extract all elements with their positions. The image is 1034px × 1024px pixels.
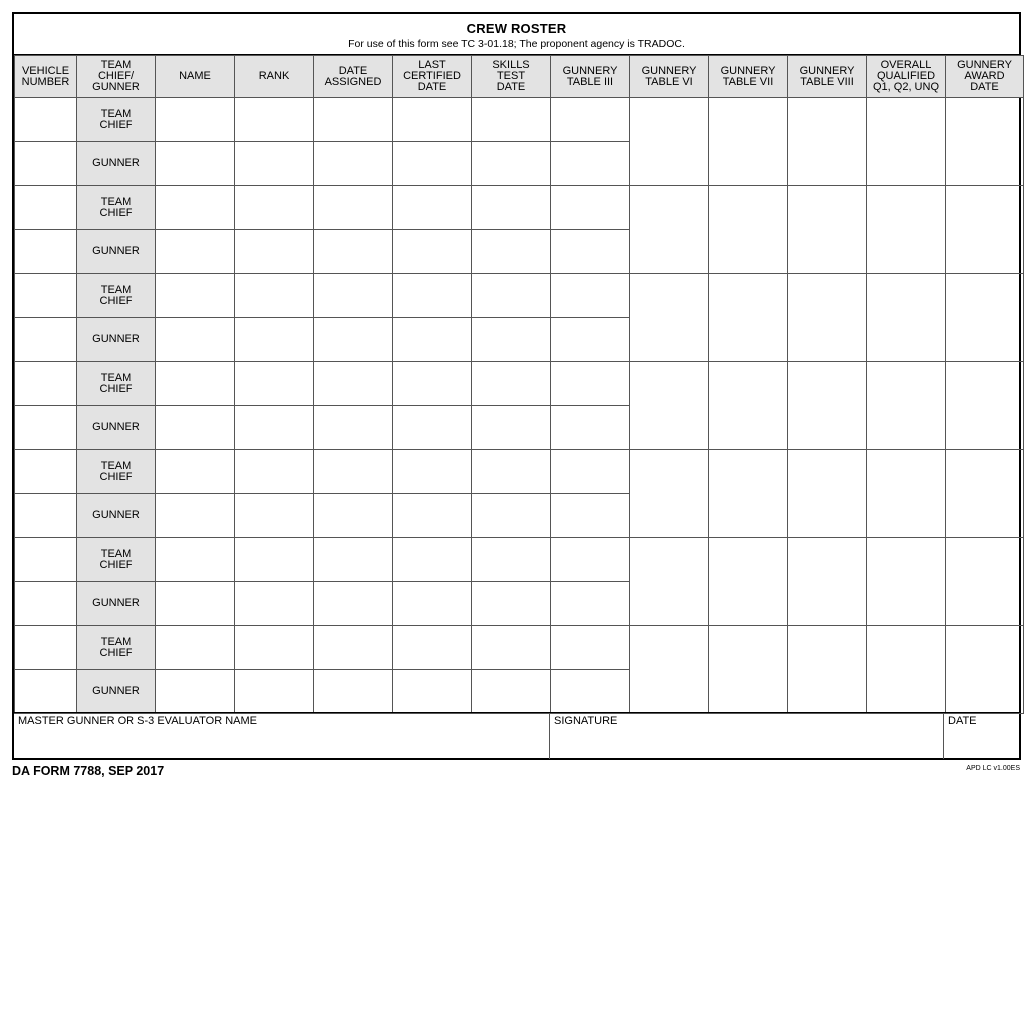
gunnery-award-date-cell[interactable] <box>946 626 1024 714</box>
gunnery-table-iii-cell[interactable] <box>551 538 630 582</box>
last-certified-cell[interactable] <box>393 406 472 450</box>
column-header: TEAM CHIEF/ GUNNER <box>77 56 156 98</box>
column-header: OVERALL QUALIFIED Q1, Q2, UNQ <box>867 56 946 98</box>
team-chief-label: TEAM CHIEF <box>77 626 156 670</box>
date-field[interactable] <box>943 713 1019 759</box>
name-cell[interactable] <box>156 626 235 670</box>
team-chief-label: TEAM CHIEF <box>77 538 156 582</box>
date-assigned-cell[interactable] <box>314 582 393 626</box>
signature-field[interactable] <box>549 713 943 759</box>
skills-test-cell[interactable] <box>472 450 551 494</box>
skills-test-cell[interactable] <box>472 142 551 186</box>
gunner-label: GUNNER <box>77 494 156 538</box>
vehicle-number-cell[interactable] <box>15 538 77 582</box>
skills-test-cell[interactable] <box>472 670 551 714</box>
date-assigned-cell[interactable] <box>314 450 393 494</box>
gunnery-table-iii-cell[interactable] <box>551 362 630 406</box>
column-header: GUNNERY TABLE III <box>551 56 630 98</box>
team-chief-label: TEAM CHIEF <box>77 362 156 406</box>
date-assigned-cell[interactable] <box>314 406 393 450</box>
rank-cell[interactable] <box>235 450 314 494</box>
name-cell[interactable] <box>156 362 235 406</box>
overall-qualified-cell[interactable] <box>867 274 946 362</box>
overall-qualified-cell[interactable] <box>867 538 946 626</box>
form-header <box>14 14 1019 55</box>
date-assigned-cell[interactable] <box>314 670 393 714</box>
gunnery-table-iii-cell[interactable] <box>551 626 630 670</box>
form-subtitle: For use of this form see TC 3-01.18; The proponent agency is TRADOC. <box>348 38 685 50</box>
gunnery-table-vii-cell[interactable] <box>709 362 788 450</box>
gunner-label: GUNNER <box>77 142 156 186</box>
column-header: GUNNERY TABLE VIII <box>788 56 867 98</box>
team-chief-label: TEAM CHIEF <box>77 98 156 142</box>
date-assigned-cell[interactable] <box>314 142 393 186</box>
last-certified-cell[interactable] <box>393 98 472 142</box>
gunnery-table-vii-cell[interactable] <box>709 626 788 714</box>
date-assigned-cell[interactable] <box>314 186 393 230</box>
column-header: VEHICLE NUMBER <box>15 56 77 98</box>
overall-qualified-cell[interactable] <box>867 450 946 538</box>
gunnery-table-vii-cell[interactable] <box>709 450 788 538</box>
overall-qualified-cell[interactable] <box>867 362 946 450</box>
rank-cell[interactable] <box>235 274 314 318</box>
name-cell[interactable] <box>156 318 235 362</box>
gunnery-table-vi-cell[interactable] <box>630 98 709 186</box>
name-cell[interactable] <box>156 450 235 494</box>
gunnery-award-date-cell[interactable] <box>946 450 1024 538</box>
skills-test-cell[interactable] <box>472 274 551 318</box>
crew-roster-form <box>12 12 1021 760</box>
last-certified-cell[interactable] <box>393 538 472 582</box>
gunnery-table-vii-cell[interactable] <box>709 274 788 362</box>
rank-cell[interactable] <box>235 626 314 670</box>
column-header: GUNNERY AWARD DATE <box>946 56 1024 98</box>
vehicle-number-cell[interactable] <box>15 670 77 714</box>
roster-table <box>14 55 1024 714</box>
last-certified-cell[interactable] <box>393 670 472 714</box>
skills-test-cell[interactable] <box>472 538 551 582</box>
gunnery-table-iii-cell[interactable] <box>551 582 630 626</box>
gunnery-table-vi-cell[interactable] <box>630 186 709 274</box>
last-certified-cell[interactable] <box>393 450 472 494</box>
rank-cell[interactable] <box>235 98 314 142</box>
gunnery-table-vi-cell[interactable] <box>630 626 709 714</box>
date-assigned-cell[interactable] <box>314 274 393 318</box>
gunner-label: GUNNER <box>77 582 156 626</box>
rank-cell[interactable] <box>235 406 314 450</box>
evaluator-name-label: MASTER GUNNER OR S-3 EVALUATOR NAME <box>18 715 257 727</box>
vehicle-number-cell[interactable] <box>15 98 77 142</box>
date-assigned-cell[interactable] <box>314 494 393 538</box>
vehicle-number-cell[interactable] <box>15 362 77 406</box>
column-header: GUNNERY TABLE VII <box>709 56 788 98</box>
gunner-label: GUNNER <box>77 318 156 362</box>
name-cell[interactable] <box>156 98 235 142</box>
name-cell[interactable] <box>156 186 235 230</box>
rank-cell[interactable] <box>235 362 314 406</box>
name-cell[interactable] <box>156 274 235 318</box>
gunnery-table-iii-cell[interactable] <box>551 318 630 362</box>
gunnery-table-iii-cell[interactable] <box>551 230 630 274</box>
team-chief-label: TEAM CHIEF <box>77 186 156 230</box>
skills-test-cell[interactable] <box>472 406 551 450</box>
name-cell[interactable] <box>156 230 235 274</box>
gunnery-table-iii-cell[interactable] <box>551 142 630 186</box>
gunnery-table-viii-cell[interactable] <box>788 98 867 186</box>
gunnery-table-viii-cell[interactable] <box>788 538 867 626</box>
rank-cell[interactable] <box>235 582 314 626</box>
gunnery-award-date-cell[interactable] <box>946 538 1024 626</box>
last-certified-cell[interactable] <box>393 274 472 318</box>
last-certified-cell[interactable] <box>393 494 472 538</box>
column-header: NAME <box>156 56 235 98</box>
gunnery-table-vi-cell[interactable] <box>630 274 709 362</box>
gunnery-table-viii-cell[interactable] <box>788 274 867 362</box>
date-assigned-cell[interactable] <box>314 362 393 406</box>
vehicle-number-cell[interactable] <box>15 582 77 626</box>
vehicle-number-cell[interactable] <box>15 230 77 274</box>
date-assigned-cell[interactable] <box>314 98 393 142</box>
table-row <box>15 450 1024 494</box>
name-cell[interactable] <box>156 494 235 538</box>
skills-test-cell[interactable] <box>472 186 551 230</box>
rank-cell[interactable] <box>235 670 314 714</box>
vehicle-number-cell[interactable] <box>15 450 77 494</box>
column-header-row <box>15 56 1024 98</box>
gunnery-award-date-cell[interactable] <box>946 186 1024 274</box>
vehicle-number-cell[interactable] <box>15 142 77 186</box>
vehicle-number-cell[interactable] <box>15 626 77 670</box>
evaluator-name-field[interactable] <box>14 713 549 759</box>
name-cell[interactable] <box>156 582 235 626</box>
rank-cell[interactable] <box>235 186 314 230</box>
last-certified-cell[interactable] <box>393 186 472 230</box>
table-row <box>15 274 1024 318</box>
date-assigned-cell[interactable] <box>314 230 393 274</box>
gunnery-table-vi-cell[interactable] <box>630 538 709 626</box>
table-row <box>15 626 1024 670</box>
skills-test-cell[interactable] <box>472 362 551 406</box>
last-certified-cell[interactable] <box>393 626 472 670</box>
last-certified-cell[interactable] <box>393 362 472 406</box>
date-label: DATE <box>948 715 977 727</box>
name-cell[interactable] <box>156 538 235 582</box>
gunnery-table-iii-cell[interactable] <box>551 274 630 318</box>
overall-qualified-cell[interactable] <box>867 186 946 274</box>
overall-qualified-cell[interactable] <box>867 626 946 714</box>
name-cell[interactable] <box>156 670 235 714</box>
form-number: DA FORM 7788, SEP 2017 <box>12 764 165 778</box>
gunnery-table-vii-cell[interactable] <box>709 538 788 626</box>
gunnery-table-viii-cell[interactable] <box>788 626 867 714</box>
vehicle-number-cell[interactable] <box>15 186 77 230</box>
rank-cell[interactable] <box>235 142 314 186</box>
table-row <box>15 362 1024 406</box>
rank-cell[interactable] <box>235 318 314 362</box>
team-chief-label: TEAM CHIEF <box>77 274 156 318</box>
gunner-label: GUNNER <box>77 230 156 274</box>
gunnery-table-vi-cell[interactable] <box>630 450 709 538</box>
gunnery-table-vii-cell[interactable] <box>709 186 788 274</box>
gunnery-table-vi-cell[interactable] <box>630 362 709 450</box>
skills-test-cell[interactable] <box>472 494 551 538</box>
gunnery-table-iii-cell[interactable] <box>551 186 630 230</box>
form-title: CREW ROSTER <box>466 21 567 36</box>
last-certified-cell[interactable] <box>393 142 472 186</box>
name-cell[interactable] <box>156 142 235 186</box>
overall-qualified-cell[interactable] <box>867 98 946 186</box>
gunnery-award-date-cell[interactable] <box>946 274 1024 362</box>
skills-test-cell[interactable] <box>472 98 551 142</box>
signature-label: SIGNATURE <box>554 715 618 727</box>
evaluator-footer <box>14 712 1019 759</box>
column-header: SKILLS TEST DATE <box>472 56 551 98</box>
form-version: APD LC v1.00ES <box>966 765 1020 772</box>
column-header: GUNNERY TABLE VI <box>630 56 709 98</box>
gunner-label: GUNNER <box>77 406 156 450</box>
gunner-label: GUNNER <box>77 670 156 714</box>
table-row <box>15 538 1024 582</box>
gunnery-award-date-cell[interactable] <box>946 362 1024 450</box>
skills-test-cell[interactable] <box>472 318 551 362</box>
team-chief-label: TEAM CHIEF <box>77 450 156 494</box>
table-row <box>15 186 1024 230</box>
gunnery-table-iii-cell[interactable] <box>551 450 630 494</box>
gunnery-table-viii-cell[interactable] <box>788 362 867 450</box>
rank-cell[interactable] <box>235 494 314 538</box>
column-header: DATE ASSIGNED <box>314 56 393 98</box>
column-header: RANK <box>235 56 314 98</box>
skills-test-cell[interactable] <box>472 230 551 274</box>
date-assigned-cell[interactable] <box>314 318 393 362</box>
date-assigned-cell[interactable] <box>314 538 393 582</box>
vehicle-number-cell[interactable] <box>15 494 77 538</box>
gunnery-table-iii-cell[interactable] <box>551 670 630 714</box>
skills-test-cell[interactable] <box>472 626 551 670</box>
gunnery-table-viii-cell[interactable] <box>788 450 867 538</box>
vehicle-number-cell[interactable] <box>15 406 77 450</box>
vehicle-number-cell[interactable] <box>15 274 77 318</box>
gunnery-table-vii-cell[interactable] <box>709 98 788 186</box>
skills-test-cell[interactable] <box>472 582 551 626</box>
gunnery-table-viii-cell[interactable] <box>788 186 867 274</box>
rank-cell[interactable] <box>235 538 314 582</box>
rank-cell[interactable] <box>235 230 314 274</box>
gunnery-table-iii-cell[interactable] <box>551 494 630 538</box>
gunnery-table-iii-cell[interactable] <box>551 406 630 450</box>
name-cell[interactable] <box>156 406 235 450</box>
last-certified-cell[interactable] <box>393 318 472 362</box>
date-assigned-cell[interactable] <box>314 626 393 670</box>
vehicle-number-cell[interactable] <box>15 318 77 362</box>
gunnery-award-date-cell[interactable] <box>946 98 1024 186</box>
last-certified-cell[interactable] <box>393 230 472 274</box>
table-row <box>15 98 1024 142</box>
gunnery-table-iii-cell[interactable] <box>551 98 630 142</box>
last-certified-cell[interactable] <box>393 582 472 626</box>
column-header: LAST CERTIFIED DATE <box>393 56 472 98</box>
